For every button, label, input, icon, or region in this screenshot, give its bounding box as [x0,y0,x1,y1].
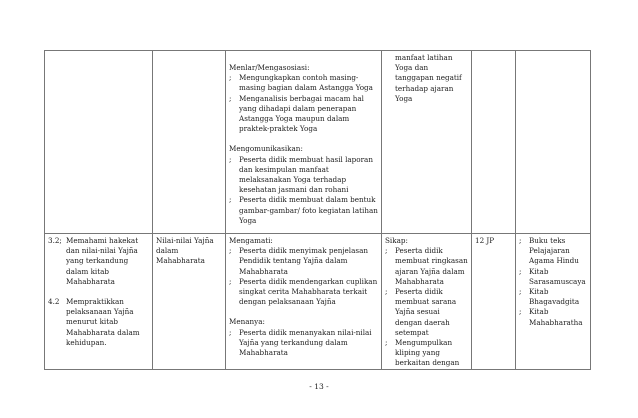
list-item: ; Mengungkapkan contoh masing-masing bagian dalam Astangga Yoga [229,73,373,93]
page-number: - 13 - [309,382,329,391]
list-item: ; Kitab Sarasamuscaya [519,266,586,286]
sumber-list [519,236,587,328]
table-row [45,51,591,234]
kegiatan-list [229,155,378,226]
kegiatan-cell [226,234,382,370]
list-item: ; Peserta didik membuat ringkasan ajaran Yajña dalam Mahabharata [385,246,468,286]
syllabus-table [44,50,591,370]
penilaian-cell [382,51,472,234]
penilaian-list [385,246,468,368]
list-item: ; Buku teks Pelajajaran Agama Hindu [519,236,579,266]
waktu-text: 12 JP [475,236,495,245]
kegiatan-list [229,73,378,134]
materi-cell [153,51,226,234]
kegiatan-list [229,246,378,307]
list-item: ; Kitab Bhagavadgita [519,287,580,307]
list-item: 4.2 Mempraktikkan pelaksanaan Yajña menurut kitab Mahabharata dalam kehidupan. [48,297,140,347]
list-item: ; Peserta didik membuat hasil laporan dan kesimpulan manfaat melaksanakan Yoga terhadap kesehatan jasmani dan rohani [229,154,373,195]
kd-cell [45,234,153,370]
materi-cell [153,234,226,370]
list-item: ; Peserta didik menanyakan nilai-nilai Yajña yang terkandung dalam Mahabharata [229,327,372,358]
kegiatan-heading: Menlar/Mengasosiasi: [229,63,310,72]
penilaian-heading: Sikap: [385,236,408,245]
list-item: ; Peserta didik membuat dalam bentuk gambar-gambar/ foto kegiatan latihan Yoga [229,195,378,225]
kd-list [48,297,149,348]
kd-list [48,236,149,287]
kd-cell [45,51,153,234]
waktu-cell [472,234,516,370]
sumber-cell [516,51,591,234]
list-item: ; Peserta didik mendengarkan cuplikan singkat cerita Mahabharata terkait dengan pelaksanaan Yajña [229,276,378,307]
list-item: ; Peserta didik menyimak penjelasan Pendidik tentang Yajña dalam Mahabharata [229,246,368,276]
kegiatan-heading: Menanya: [229,317,265,327]
kegiatan-heading: Mengomunikasikan: [229,144,303,154]
penilaian-cell [382,234,472,370]
penilaian-text: manfaat latihan Yoga dan tanggapan negatif terhadap ajaran Yoga [395,53,462,103]
list-item: ; Kitab Mahabharatha [519,307,583,327]
materi-text: Nilai-nilai Yajña dalam Mahabharata [156,236,214,266]
table-row [45,234,591,370]
list-item: ; Menganalisis berbagai macam hal yang dihadapi dalam penerapan Astangga Yoga maupun dalam praktek-praktek Yoga [229,93,364,134]
kegiatan-list [229,328,378,359]
sumber-cell [516,234,591,370]
kegiatan-cell [226,51,382,234]
waktu-cell [472,51,516,234]
kegiatan-heading: Mengamati: [229,236,273,245]
list-item: ; Peserta didik membuat sarana Yajña sesuai dengan daerah setempat [385,287,457,337]
list-item: 3.2; Memahami hakekat dan nilai-nilai Yajña yang terkandung dalam kitab Mahabharata [48,236,139,286]
list-item: ; Mengumpulkan kliping yang berkaitan dengan [385,338,460,368]
